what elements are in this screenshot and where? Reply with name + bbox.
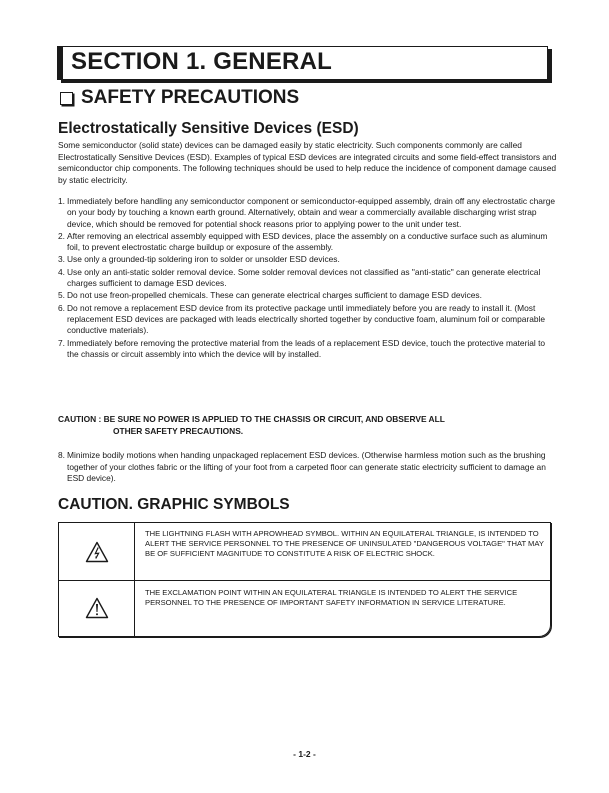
list-item-text: Use only a grounded-tip soldering iron to solder or unsolder ESD devices. — [67, 254, 340, 265]
lightning-triangle-icon — [85, 541, 109, 563]
safety-heading-text: SAFETY PRECAUTIONS — [81, 87, 300, 108]
esd-step-8-list — [58, 450, 558, 485]
symbol-description: THE EXCLAMATION POINT WITHIN AN EQUILATERAL TRIANGLE IS INTENDED TO ALERT THE SERVICE PERSONNEL TO THE PRESENCE OF IMPORTANT SAFETY INFORMATION IN SERVICE LITERATURE. — [145, 588, 518, 608]
list-item — [58, 267, 558, 290]
symbol-icon-cell — [59, 580, 135, 636]
list-item-number: 2. — [58, 230, 65, 241]
exclamation-triangle-icon — [85, 597, 109, 619]
table-row — [59, 580, 550, 636]
list-item-text: Immediately before handling any semiconductor component or semiconductor-equipped assembly, drain off any electrostatic charge on your body by touching a known earth ground. Alternatively, obtain and wear a commercially available discharging wrist strap device, which should be removed for potential shock reasons prior to applying power to the unit under test. — [67, 196, 556, 229]
list-item-number: 6. — [58, 302, 65, 313]
list-item — [58, 196, 558, 230]
caution-line-2: OTHER SAFETY PRECAUTIONS. — [113, 425, 244, 436]
list-item — [58, 450, 558, 485]
list-item-number: 7. — [58, 337, 65, 348]
table-row — [59, 523, 550, 581]
list-item-text: Do not use freon-propelled chemicals. These can generate electrical charges sufficient to damage ESD devices. — [67, 290, 482, 301]
list-item-number: 8. — [58, 450, 65, 460]
checkbox-icon — [60, 92, 73, 105]
symbol-description: THE LIGHTNING FLASH WITH APROWHEAD SYMBOL. WITHIN AN EQUILATERAL TRIANGLE, IS INTENDED TO ALERT THE SERVICE PERSONNEL TO THE PRESENCE OF UNINSULATED "DANGEROUS VOLTAGE" THAT MAY BE OF SUFFICIENT MAGNITUDE TO CONSTITUTE A RISK OF ELECTRIC SHOCK. — [145, 529, 544, 559]
list-item-text: Immediately before removing the protective material from the leads of a replacement ESD device, touch the protective material to the chassis or circuit assembly into which the device will by installed. — [67, 337, 546, 359]
page-number: - 1-2 - — [293, 749, 316, 759]
esd-heading: Electrostatically Sensitive Devices (ESD) — [58, 120, 359, 137]
caution-note — [58, 414, 558, 437]
list-item — [58, 303, 558, 337]
list-item — [58, 290, 558, 301]
section-banner — [57, 46, 548, 80]
list-item — [58, 254, 558, 265]
graphic-symbols-heading: CAUTION. GRAPHIC SYMBOLS — [58, 496, 290, 513]
esd-steps-list — [58, 196, 558, 361]
list-item-text: Do not remove a replacement ESD device from its protective package until immediately before you are ready to install it. (Most replacement ESD devices are packaged with leads electrically shorted together by conductive foam, aluminum foil or comparable conductive materials). — [67, 302, 546, 336]
list-item-text: Minimize bodily motions when handing unpackaged replacement ESD devices. (Otherwise harmless motion such as the brushing together of your clothes fabric or the lifting of your foot from a carpeted floor can generate static electricity sufficient to damage an ESD device). — [67, 450, 546, 483]
caution-line-1: CAUTION : BE SURE NO POWER IS APPLIED TO THE CHASSIS OR CIRCUIT, AND OBSERVE ALL — [58, 414, 445, 424]
list-item-number: 4. — [58, 266, 65, 277]
list-item-text: After removing an electrical assembly equipped with ESD devices, place the assembly on a conductive surface such as aluminum foil, to prevent electrostatic charge buildup or exposure of the assembly. — [67, 230, 548, 253]
list-item-number: 5. — [58, 290, 65, 301]
symbol-icon-cell — [59, 523, 135, 580]
list-item-number: 1. — [58, 196, 65, 206]
list-item — [58, 231, 558, 254]
list-item — [58, 338, 558, 361]
list-item-text: Use only an anti-static solder removal device. Some solder removal devices not classified as "anti-static" can generate electrical charges sufficient to damage ESD devices. — [67, 266, 541, 289]
graphic-symbols-table — [58, 522, 551, 637]
esd-intro-paragraph: Some semiconductor (solid state) devices can be damaged easily by static electricity. Such components commonly are called Electrostatically Sensitive Devices (ESD). Examples of typical ESD devices are integrated circuits and some field-effect transistors and semiconductor chip components. The following techniques should be used to help reduce the incidence of component damage caused by static electricity. — [58, 140, 557, 186]
safety-precautions-heading — [58, 87, 299, 109]
section-title: SECTION 1. GENERAL — [71, 48, 332, 75]
list-item-number: 3. — [58, 254, 65, 265]
